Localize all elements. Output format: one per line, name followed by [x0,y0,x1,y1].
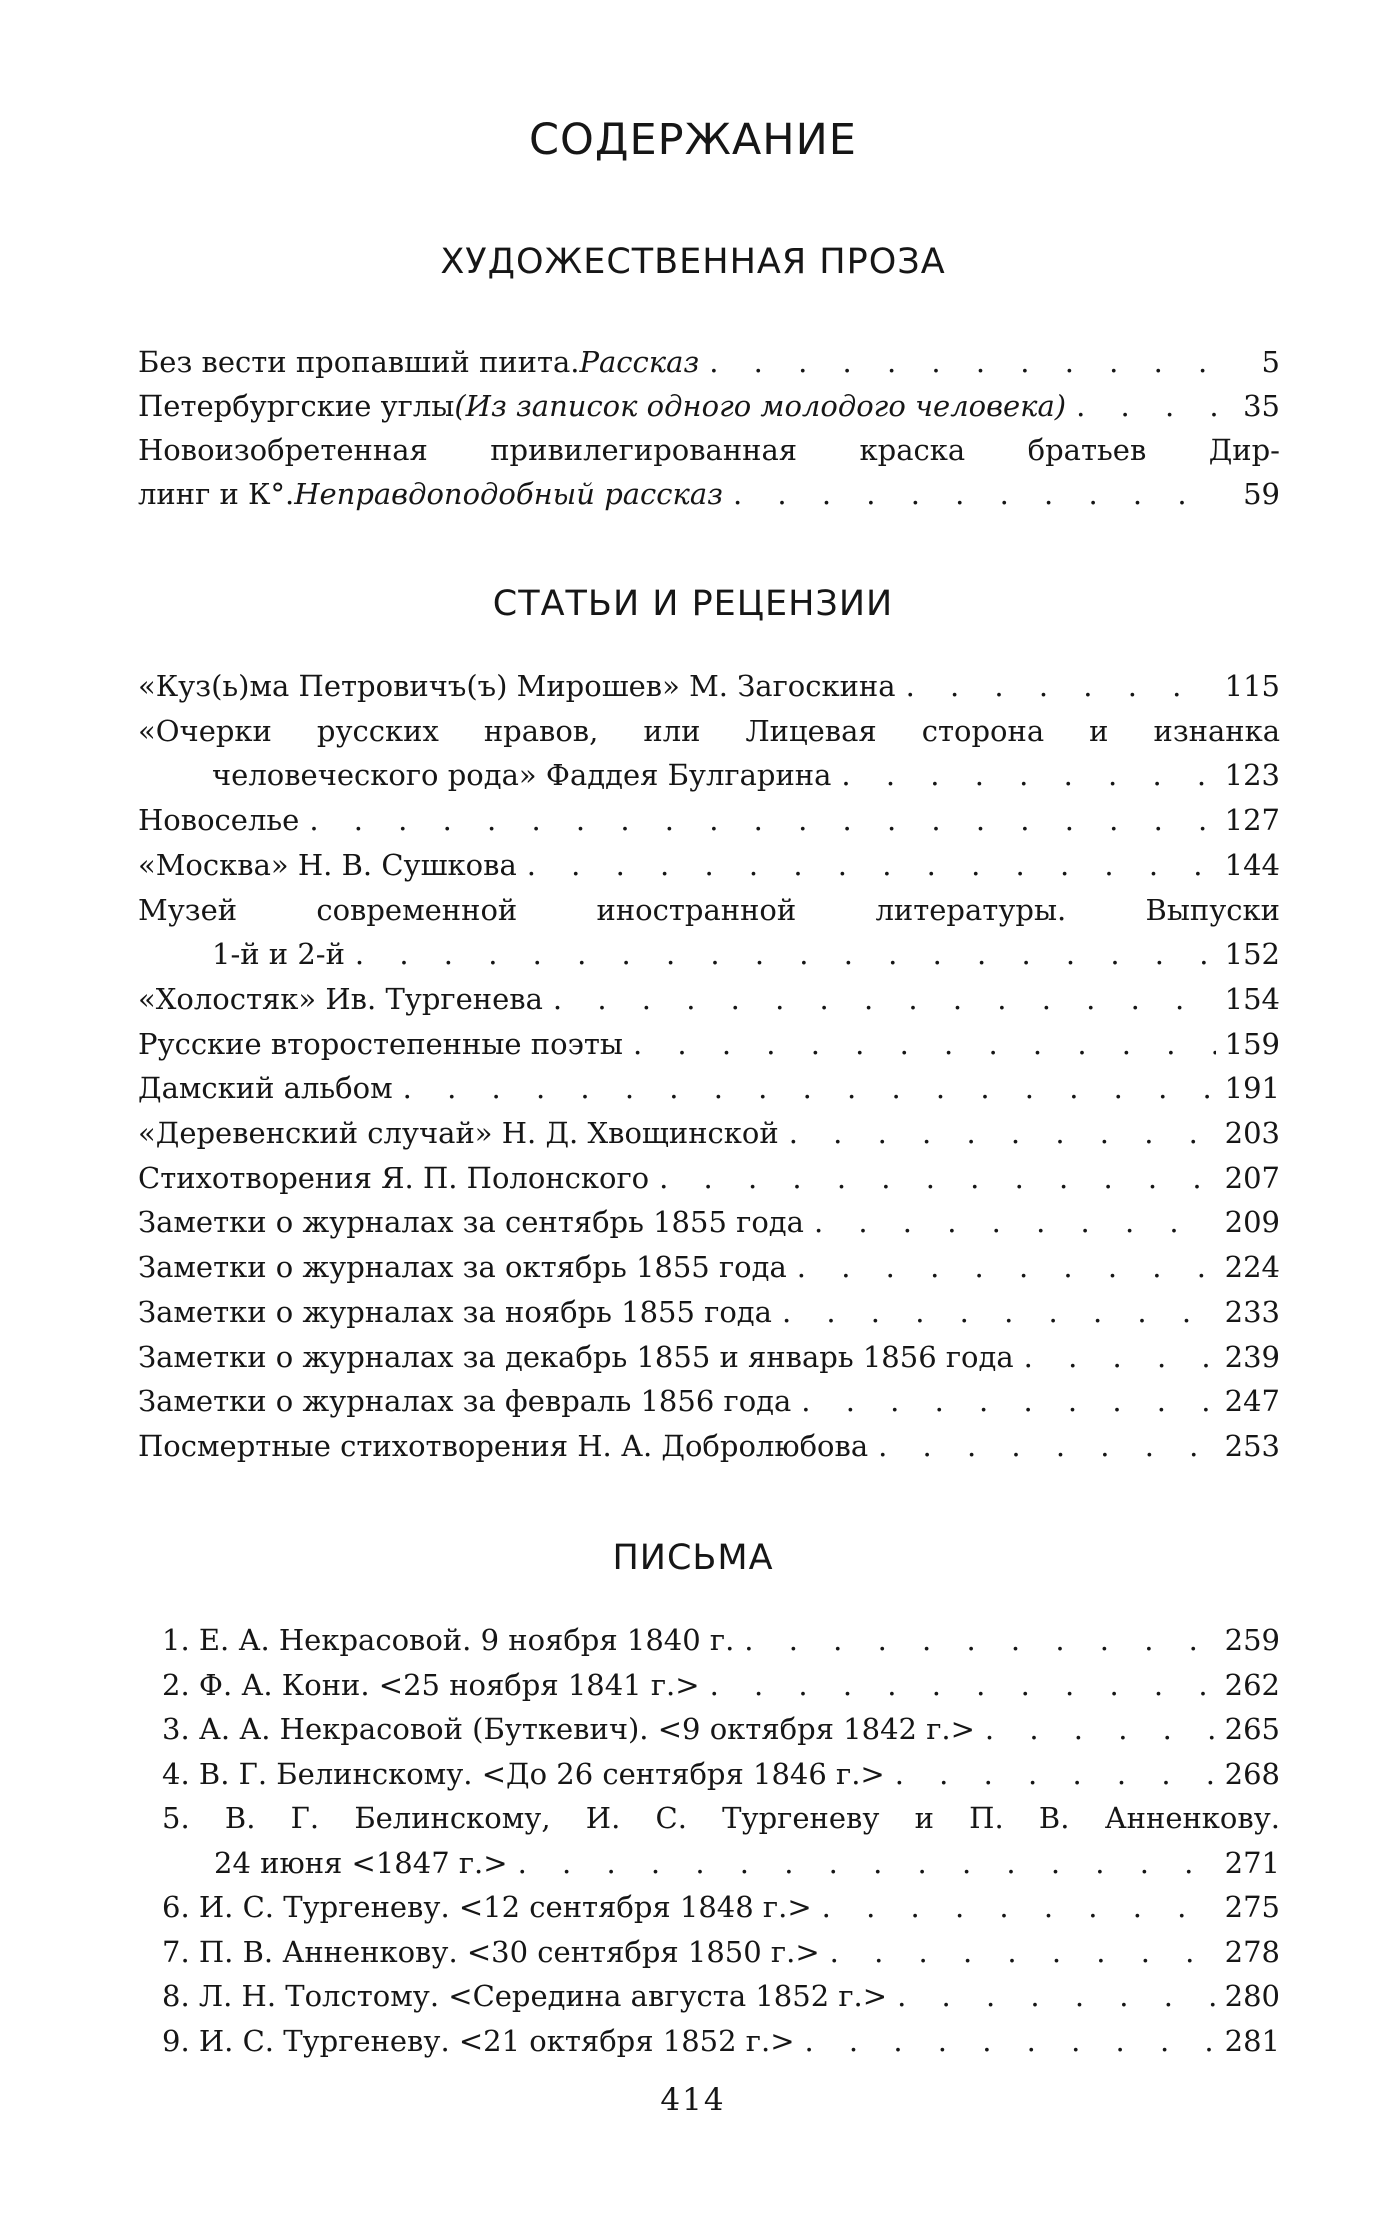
section-heading-articles: СТАТЬИ И РЕЦЕНЗИИ [492,584,894,624]
entry-page-number: 275 [1224,1890,1280,1924]
entry-page-number: 278 [1224,1934,1280,1969]
page-title: СОДЕРЖАНИЕ [529,115,857,165]
leader-dots [403,1066,1216,1110]
entry-title: Новоизобретенная привилегированная краска братьев Дир- [138,433,1280,467]
toc-entry-line [138,428,1280,472]
entry-title: Заметки о журналах за февраль 1856 года [138,1384,792,1419]
leader-dots [733,472,1216,516]
entry-page-number: 191 [1224,1071,1280,1106]
toc-entry-line [162,1974,1280,2018]
toc-entry-line [138,1424,1280,1468]
entry-title: «Деревенский случай» Н. Д. Хвощинской [138,1116,779,1150]
entry-title: Заметки о журналах за ноябрь 1855 года [138,1294,772,1329]
entry-page-number: 144 [1224,847,1280,882]
entry-title: 1. Е. А. Некрасовой. 9 ноября 1840 г. [162,1623,735,1657]
leader-dots [814,1200,1216,1244]
leader-dots [789,1111,1216,1155]
leader-dots [527,843,1216,887]
leader-dots [797,1245,1216,1289]
leader-dots [906,664,1216,708]
toc-entry-line [138,472,1280,516]
entry-title-continuation: линг и К°. [138,477,295,511]
entry-title-continuation: 24 июня <1847 г.> [214,1845,508,1880]
entry-title: 2. Ф. А. Кони. <25 ноября 1841 г.> [162,1667,700,1702]
entry-page-number: 123 [1224,758,1280,793]
entry-title: «Очерки русских нравов, или Лицевая сторона и изнанка [138,713,1280,748]
leader-dots [518,1841,1216,1885]
entry-page-number: 59 [1243,477,1280,511]
leader-dots [841,753,1216,797]
entry-title: 4. В. Г. Белинскому. <До 26 сентября 1846 г.> [162,1756,885,1791]
entry-title: Заметки о журналах за сентябрь 1855 года [138,1205,804,1240]
toc-entry-line [138,1335,1280,1379]
leader-dots [822,1885,1216,1929]
entry-title: 7. П. В. Анненкову. <30 сентября 1850 г.> [162,1934,820,1969]
leader-dots [801,1379,1216,1423]
entry-page-number: 5 [1261,345,1280,379]
entry-page-number: 259 [1224,1623,1280,1657]
entry-page-number: 127 [1224,803,1280,838]
entry-page-number: 224 [1224,1250,1280,1285]
leader-dots [1024,1335,1216,1379]
toc-entry-line [138,709,1280,753]
entry-page-number: 253 [1224,1428,1280,1463]
entry-subtitle: Неправдоподобный рассказ [294,477,723,511]
entry-title: Стихотворения Я. П. Полонского [138,1160,650,1195]
entry-title: Петербургские углы [138,389,455,423]
leader-dots [830,1930,1216,1974]
entry-title: Заметки о журналах за декабрь 1855 и январь 1856 года [138,1339,1014,1374]
entry-page-number: 265 [1224,1712,1280,1746]
toc-entry-line [138,1066,1280,1110]
toc-entry-line [162,1663,1280,1707]
leader-dots [553,977,1216,1021]
toc-entry-line [162,2019,1280,2063]
toc-entry-line [212,753,1280,797]
toc-entry-line [138,664,1280,708]
leader-dots [782,1290,1216,1334]
toc-entry-line [162,1618,1280,1662]
leader-dots [633,1022,1216,1066]
leader-dots [710,1663,1216,1707]
entry-subtitle: Рассказ [579,345,700,379]
toc-entry-line [214,1841,1280,1885]
entry-title: «Холостяк» Ив. Тургенева [138,981,543,1016]
toc-entry-line [138,798,1280,842]
entry-title: Дамский альбом [138,1071,393,1106]
section-heading-prose: ХУДОЖЕСТВЕННАЯ ПРОЗА [440,242,946,282]
entry-title: Заметки о журналах за октябрь 1855 года [138,1250,787,1285]
entry-page-number: 115 [1224,669,1280,703]
leader-dots [895,1752,1216,1796]
entry-page-number: 247 [1224,1384,1280,1419]
toc-entry-line [138,1200,1280,1244]
toc-entry-line [162,1885,1280,1929]
entry-title: 8. Л. Н. Толстому. <Середина августа 1852 г.> [162,1979,888,2013]
entry-title: 3. А. А. Некрасовой (Буткевич). <9 октября 1842 г.> [162,1712,975,1746]
entry-page-number: 262 [1224,1667,1280,1702]
entry-page-number: 154 [1224,981,1280,1016]
leader-dots [309,798,1216,842]
leader-dots [355,932,1216,976]
leader-dots [709,340,1216,384]
entry-title: Русские второстепенные поэты [138,1026,623,1061]
toc-entry-line [138,1111,1280,1155]
entry-page-number: 203 [1224,1116,1280,1150]
entry-page-number: 207 [1224,1160,1280,1195]
entry-title-continuation: человеческого рода» Фаддея Булгарина [212,758,832,793]
section-heading-letters: ПИСЬМА [612,1538,774,1578]
toc-entry-line [138,1022,1280,1066]
toc-entry-line [162,1707,1280,1751]
entry-title: Новоселье [138,803,300,838]
entry-title: 9. И. С. Тургеневу. <21 октября 1852 г.> [162,2023,795,2058]
entry-title: 5. В. Г. Белинскому, И. С. Тургеневу и П. В. Анненкову. [162,1801,1280,1835]
toc-entry-line [138,977,1280,1021]
entry-page-number: 271 [1224,1845,1280,1880]
entry-page-number: 268 [1224,1756,1280,1791]
entry-page-number: 239 [1224,1339,1280,1374]
toc-entry-line [212,932,1280,976]
leader-dots [985,1707,1216,1751]
page-number: 414 [660,2082,726,2118]
toc-entry-line [162,1796,1280,1840]
toc-entry-line [162,1930,1280,1974]
entry-page-number: 281 [1224,2023,1280,2058]
toc-entry-line [138,843,1280,887]
entry-title: Музей современной иностранной литературы. Выпуски [138,892,1280,927]
entry-title: Без вести пропавший пиита. [138,345,580,379]
entry-title: Посмертные стихотворения Н. А. Добролюбова [138,1428,869,1463]
entry-title: «Куз(ь)ма Петровичъ(ъ) Мирошев» М. Загоскина [138,669,896,703]
entry-page-number: 209 [1224,1205,1280,1240]
toc-entry-line [138,1245,1280,1289]
toc-entry-line [138,340,1280,384]
entry-page-number: 280 [1224,1979,1280,2013]
toc-entry-line [138,888,1280,932]
entry-title: «Москва» Н. В. Сушкова [138,847,517,882]
leader-dots [897,1974,1216,2018]
leader-dots [805,2019,1217,2063]
toc-entry-line [138,384,1280,428]
toc-entry-line [138,1379,1280,1423]
entry-page-number: 159 [1224,1026,1280,1061]
leader-dots [878,1424,1216,1468]
toc-entry-line [162,1752,1280,1796]
leader-dots [659,1156,1216,1200]
entry-title: 6. И. С. Тургеневу. <12 сентября 1848 г.> [162,1890,812,1924]
leader-dots [744,1618,1216,1662]
entry-subtitle: (Из записок одного молодого человека) [454,389,1067,423]
toc-entry-line [138,1156,1280,1200]
entry-page-number: 35 [1243,389,1280,423]
entry-page-number: 152 [1224,937,1280,972]
leader-dots [1076,384,1216,428]
toc-entry-line [138,1290,1280,1334]
entry-page-number: 233 [1224,1294,1280,1329]
entry-title-continuation: 1-й и 2-й [212,937,345,972]
